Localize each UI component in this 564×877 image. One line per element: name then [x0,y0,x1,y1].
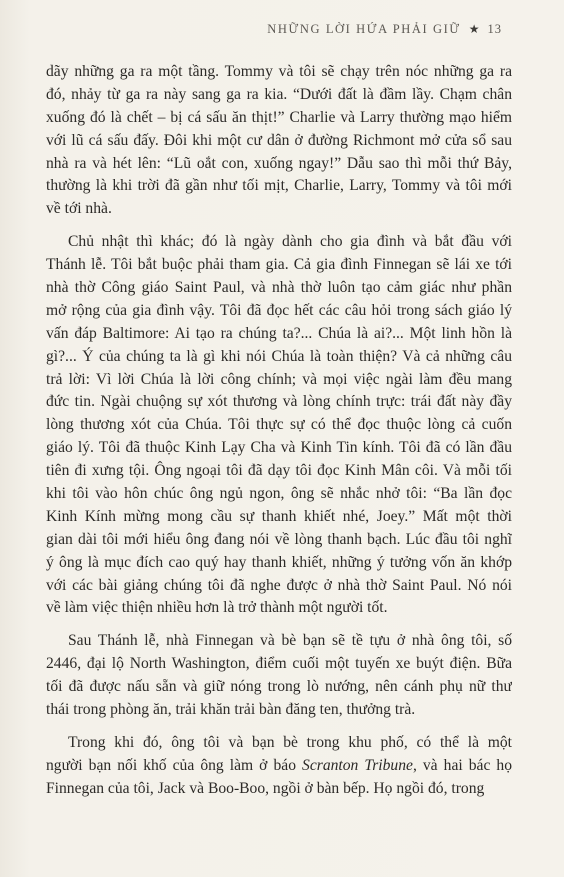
text-line: với lũ cá sấu đấy. Đôi khi một cư dân ở đường Richmont mở cửa sổ sau [46,131,512,149]
star-icon: ★ [468,22,480,36]
running-header [267,22,502,37]
text-line: Finnegan của tôi, Jack và Boo-Boo, ngồi ở bàn bếp. Họ ngồi đó, trong [46,779,485,797]
italic-title: Scranton Tribune [302,756,413,774]
text-line: Trong khi đó, ông tôi và bạn bè trong khu phố, có thể là một [68,733,512,751]
text-line: Chủ nhật thì khác; đó là ngày dành cho gia đình và bắt đầu với [68,233,512,251]
text-line: về làm việc thiện nhiều hơn là trở thành một người tốt. [46,599,388,617]
text-line: vấn đáp Baltimore: Ai tạo ra chúng ta?... Chúa là ai?... Một linh hồn là [46,324,512,342]
text-line: gian dài tôi mới hiểu ông đang nói về lòng thanh bạch. Lúc đầu tôi nghĩ [46,530,512,548]
text-line: ý ông là mục đích cao quý hay thanh khiết, những ý tưởng vốn ăn khớp [46,553,512,571]
text-line: lòng thương xót của Chúa. Tôi thực sự có thể đọc thuộc lòng cả cuốn [46,416,512,434]
paragraph [46,231,512,620]
text-line: tiên đi xưng tội. Ông ngoại tôi đã dạy tôi đọc Kinh Mân côi. Và mỗi tối [46,462,512,480]
text-line: về tới nhà. [46,200,112,218]
text-line: tối đã được nấu sẵn và giữ nóng trong lò nướng, nên cánh phụ nữ thư [46,678,512,696]
text-line: giáo lý. Tôi đã thuộc Kinh Lạy Cha và Kinh Tin kính. Tôi đã có lần đầu [46,439,512,457]
page-number: 13 [487,22,502,36]
text-line: nhà ra và hét lên: “Lũ oắt con, xuống ngay!” Dẫu sao thì mỗi thứ Bảy, [46,154,512,172]
text-line: mở rộng của gia đình vậy. Tôi đã đọc hết các câu hỏi trong sách giáo lý [46,301,512,319]
text-line: đức tin. Ngài chuộng sự xót thương và lòng chính trực: trái đất này đầy [46,393,512,411]
text-line: Kinh Kính mừng mong cầu sự thanh khiết nhé, Joey.” Mất một thời [46,507,512,525]
text-line: thái trong phòng ăn, trải khăn trải bàn đăng ten, thưởng trà. [46,701,416,719]
text-line: dãy những ga ra một tầng. Tommy và tôi sẽ chạy trên nóc những ga ra [46,63,512,80]
running-title: NHỮNG LỜI HỨA PHẢI GIỮ [267,22,461,36]
body-text [46,61,512,811]
text-line: nhà thờ Công giáo Saint Paul, và nhà thờ luôn tạo cảm giác như phần [46,279,512,297]
text-line: trả lời: Vì lời Chúa là lời công chính; và mọi việc ngài làm đều mang [46,370,512,388]
text-line: 2446, đại lộ North Washington, điểm cuối một tuyến xe buýt điện. Bữa [46,655,512,673]
text-line: đó, nhảy từ ga ra này sang ga ra kia. “Dưới đất là đầm lầy. Chạm chân [46,85,512,103]
text-line: gì?... Ý của chúng ta là gì khi nói Chúa là toàn thiện? Và cả những câu [46,347,512,365]
text-line: khi tôi vào hôn chúc ông ngủ ngon, ông sẽ nhắc nhở tôi: “Ba lần đọc [46,485,512,503]
text-line: người bạn nối khố của ông làm ở báo Scranton Tribune, và hai bác họ [46,756,512,774]
text-line: Sau Thánh lễ, nhà Finnegan và bè bạn sẽ tề tựu ở nhà ông tôi, số [68,632,512,650]
paragraph [46,61,512,221]
text-line: Thánh lễ. Tôi bắt buộc phải tham gia. Cả gia đình Finnegan sẽ lái xe tới [46,256,512,274]
text-line: thường là khi trời đã gần như tối mịt, Charlie, Larry, Tommy và tôi mới [46,177,512,195]
text-line: xuống đó là chết – bị cá sấu ăn thịt!” Charlie và Larry thường mạo hiểm [46,108,512,126]
paragraph [46,630,512,722]
text-line: với các bài giảng chúng tôi đã nghe được ở nhà thờ Saint Paul. Nó nói [46,576,512,594]
paragraph [46,732,512,801]
